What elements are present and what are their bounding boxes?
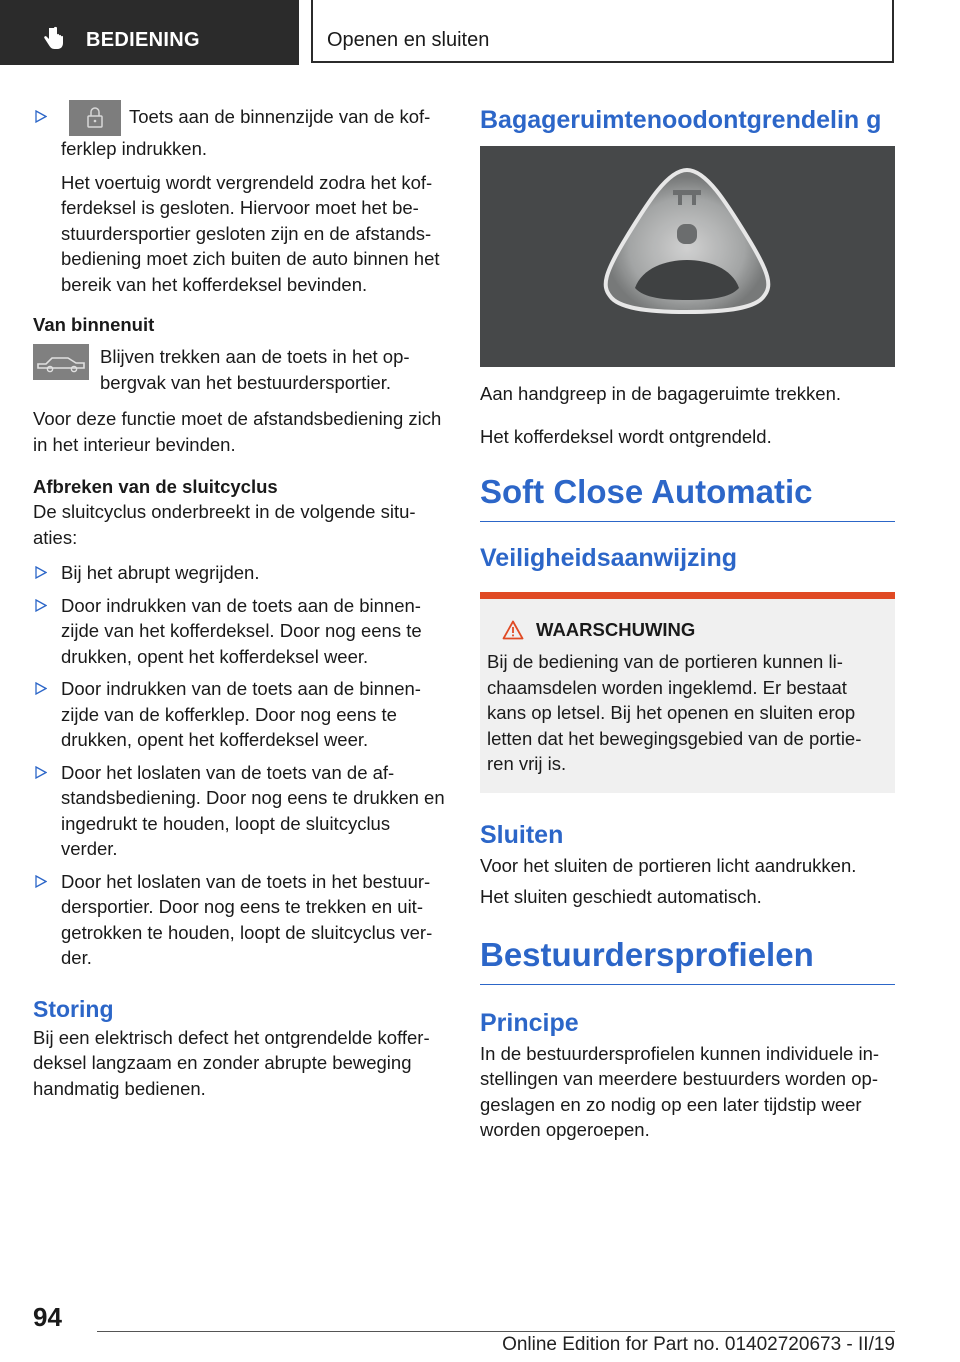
section-tab xyxy=(0,0,299,65)
bullet-triangle-icon xyxy=(35,875,47,888)
section-heading: Bagageruimtenoodontgrendelin g xyxy=(480,106,882,134)
paragraph: Voor deze functie moet de afstandsbediening zich in het interieur bevinden. xyxy=(33,408,442,455)
page-number: 94 xyxy=(33,1302,62,1332)
list-item xyxy=(33,760,449,862)
chapter-title: Openen en sluiten xyxy=(327,29,490,51)
car-trunk-icon xyxy=(33,344,89,380)
paragraph: Aan handgreep in de bagageruimte trekken. xyxy=(480,383,842,404)
bullet-text: Bij het abrupt wegrijden. xyxy=(61,562,260,583)
bullet-triangle-icon xyxy=(35,682,47,695)
lock-button-icon xyxy=(69,100,121,136)
bullet-text: Door het loslaten van de toets in het bestuur‐dersportier. Door nog eens te trekken en uit‐getrokken te houden, loopt de sluitcyclus ver‐der. xyxy=(61,870,433,968)
bullet-text: Toets aan de binnenzijde van de kof‐ferklep indrukken. xyxy=(61,106,431,159)
paragraph: In de bestuurdersprofielen kunnen individuele in‐stellingen van meerdere bestuurders worden op‐geslagen en zo nodig op een later tijdstip weer worden opgeroepen. xyxy=(480,1042,880,1140)
bullet-triangle-icon xyxy=(35,599,47,612)
bullet-triangle-icon xyxy=(35,766,47,779)
paragraph: Het sluiten geschiedt automatisch. xyxy=(480,886,762,907)
bullet-text: Door indrukken van de toets aan de binnen‐zijde van de kofferklep. Door nog eens te drukken, opent het kofferdeksel weer. xyxy=(61,678,421,750)
chapter-tab xyxy=(311,0,894,63)
paragraph: Voor het sluiten de portieren licht aandrukken. xyxy=(480,854,857,876)
left-column xyxy=(33,104,449,1101)
footer-rule xyxy=(97,1331,895,1332)
bullet-text: Door het loslaten van de toets van de af‐standsbediening. Door nog eens te drukken en ingedrukt te houden, loopt de sluitcyclus verder. xyxy=(61,761,445,859)
section-title: BEDIENING xyxy=(86,29,200,51)
bullet-triangle-icon xyxy=(35,566,47,579)
list-item xyxy=(33,676,449,753)
edition-text: Online Edition for Part no. 01402720673 - II/19 xyxy=(502,1334,895,1355)
paragraph: Het kofferdeksel wordt ontgrendeld. xyxy=(480,425,772,447)
paragraph: De sluitcyclus onderbreekt in de volgende situ‐aties: xyxy=(33,501,416,548)
section-heading: Sluiten xyxy=(480,820,564,849)
bullet-text: Door indrukken van de toets aan de binnen‐zijde van het kofferdeksel. Door nog eens te drukken, opent het kofferdeksel weer. xyxy=(61,594,422,667)
section-heading: Veiligheidsaanwijzing xyxy=(480,544,738,572)
subheading: Afbreken van de sluitcyclus xyxy=(33,476,278,497)
warning-title xyxy=(502,619,887,641)
heading-rule xyxy=(480,984,895,985)
hand-pointer-icon xyxy=(40,26,66,52)
trunk-handle-photo xyxy=(480,146,895,367)
warning-text: Bij de bediening van de portieren kunnen li‐chaamsdelen worden ingeklemd. Er bestaat kans op letsel. Bij het openen en sluiten erop letten dat het bewegingsgebied van de portie‐ren vrij is. xyxy=(487,651,862,774)
list-item xyxy=(33,869,449,971)
chapter-heading: Soft Close Automatic xyxy=(480,473,813,510)
paragraph: Het voertuig wordt vergrendeld zodra het kof‐ferdeksel is gesloten. Hiervoor moet het be‐stuurdersportier gesloten zijn en de afstands‐bediening moet zich buiten de auto binnen het bereik van het kofferdeksel bevinden. xyxy=(61,171,440,295)
paragraph: Bij een elektrisch defect het ontgrendelde koffer‐deksel langzaam en zonder abrupte beweging handmatig bedienen. xyxy=(33,1026,430,1099)
chapter-heading: Bestuurdersprofielen xyxy=(480,935,814,973)
list-item xyxy=(33,560,449,586)
bullet-triangle-icon xyxy=(35,110,47,123)
section-heading: Storing xyxy=(33,995,114,1022)
list-item xyxy=(33,104,449,162)
warning-label: WAARSCHUWING xyxy=(536,619,696,640)
warning-triangle-icon xyxy=(502,620,524,640)
warning-box xyxy=(480,592,895,793)
instruction-row xyxy=(33,344,449,396)
instruction-text: Blijven trekken aan de toets in het op‐bergvak van het bestuurdersportier. xyxy=(100,346,410,393)
section-heading: Principe xyxy=(480,1008,579,1037)
heading-rule xyxy=(480,521,895,522)
right-column xyxy=(480,104,895,1143)
list-item xyxy=(33,593,449,670)
subheading: Van binnenuit xyxy=(33,314,155,335)
